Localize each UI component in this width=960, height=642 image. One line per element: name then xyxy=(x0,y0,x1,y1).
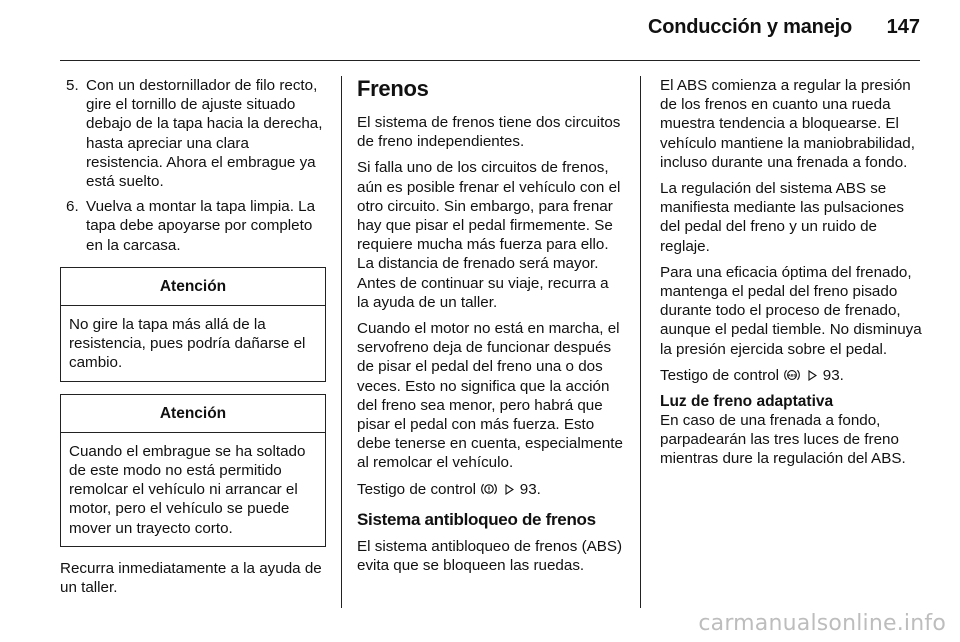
column-3 xyxy=(660,76,922,476)
paragraph: La regulación del sistema ABS se manifiesta mediante las pulsaciones del pedal del freno y un ruido de reglaje. xyxy=(660,180,904,255)
abs-warning-icon xyxy=(783,368,801,382)
header-rule xyxy=(60,60,920,61)
page-header-title: Conducción y manejo xyxy=(647,16,852,38)
step-6 xyxy=(60,197,326,255)
section-heading-frenos: Frenos xyxy=(357,76,429,101)
step-number: 5. xyxy=(66,77,79,94)
page-number: 147 xyxy=(886,16,920,38)
paragraph: Para una eficacia óptima del frenado, mantenga el pedal del freno pisado durante todo el proceso de frenado, aunque el pedal tiemble. No disminuya la presión ejercida sobre el pedal. xyxy=(660,263,922,358)
testigo-label: Testigo de control xyxy=(660,366,780,384)
step-text: Con un destornillador de filo recto, gire el tornillo de ajuste situado debajo de la tapa hacia la derecha, hasta apreciar una clara resistencia. Ahora el embrague ya está suelto. xyxy=(86,77,323,191)
warning-title: Atención xyxy=(61,395,325,433)
page-reference-arrow-icon[interactable] xyxy=(808,370,817,381)
step-5 xyxy=(60,76,326,191)
closing-paragraph: Recurra inmediatamente a la ayuda de un taller. xyxy=(60,559,322,597)
paragraph: En caso de una frenada a fondo, parpadearán las tres luces de freno mientras dure la regulación del ABS. xyxy=(660,412,906,468)
warning-box-2 xyxy=(60,394,326,547)
page-reference-arrow-icon[interactable] xyxy=(505,484,514,495)
svg-text:ABS: ABS xyxy=(788,372,797,378)
warning-body: Cuando el embrague se ha soltado de este modo no está permitido remolcar el vehículo ni arrancar el motor, pero el vehículo se puede mover un trayecto corto. xyxy=(69,442,306,537)
warning-box-1 xyxy=(60,267,326,382)
paragraph: El sistema de frenos tiene dos circuitos de freno independientes. xyxy=(357,114,621,151)
paragraph: El sistema antibloqueo de frenos (ABS) evita que se bloqueen las ruedas. xyxy=(357,537,623,575)
paragraph: Si falla uno de los circuitos de frenos, aún es posible frenar el vehículo con el otro circuito. Sin embargo, para frenar hay que pisar el pedal firmemente. Se requiere mucha más fuerza para ello. La distancia de frenado será mayor. Antes de continuar su viaje, recurra a la ayuda de un taller. xyxy=(357,159,621,311)
testigo-line xyxy=(660,366,922,385)
column-divider-2 xyxy=(640,76,641,608)
section-heading-abs: Sistema antibloqueo de frenos xyxy=(357,509,596,529)
paragraph: El ABS comienza a regular la presión de los frenos en cuanto una rueda muestra tendencia a bloquearse. El vehículo mantiene la maniobrabilidad, incluso durante una frenada a fondo. xyxy=(660,77,915,171)
paragraph: Cuando el motor no está en marcha, el servofreno deja de funcionar después de pisar el pedal del freno una o dos veces. Esto no significa que la acción del freno sea menor, pero habrá que pisar el pedal con más fuerza. Esto debe tenerse en cuenta, especialmente al remolcar el vehículo. xyxy=(357,320,623,472)
testigo-label: Testigo de control xyxy=(357,480,477,498)
column-2 xyxy=(357,76,623,582)
column-1 xyxy=(60,76,326,604)
watermark: carmanualsonline.info xyxy=(698,611,946,636)
step-number: 6. xyxy=(66,198,79,216)
brake-warning-icon xyxy=(480,482,498,496)
testigo-page-ref[interactable]: 93. xyxy=(822,366,844,384)
warning-title: Atención xyxy=(61,268,325,306)
column-divider-1 xyxy=(341,76,342,608)
step-text: Vuelva a montar la tapa limpia. La tapa debe apoyarse por completo en la carcasa. xyxy=(86,198,316,254)
warning-body: No gire la tapa más allá de la resistencia, pues podría dañarse el cambio. xyxy=(69,316,306,372)
testigo-line xyxy=(357,480,623,499)
section-heading-luz-freno: Luz de freno adaptativa xyxy=(660,393,834,411)
testigo-page-ref[interactable]: 93. xyxy=(519,480,541,498)
